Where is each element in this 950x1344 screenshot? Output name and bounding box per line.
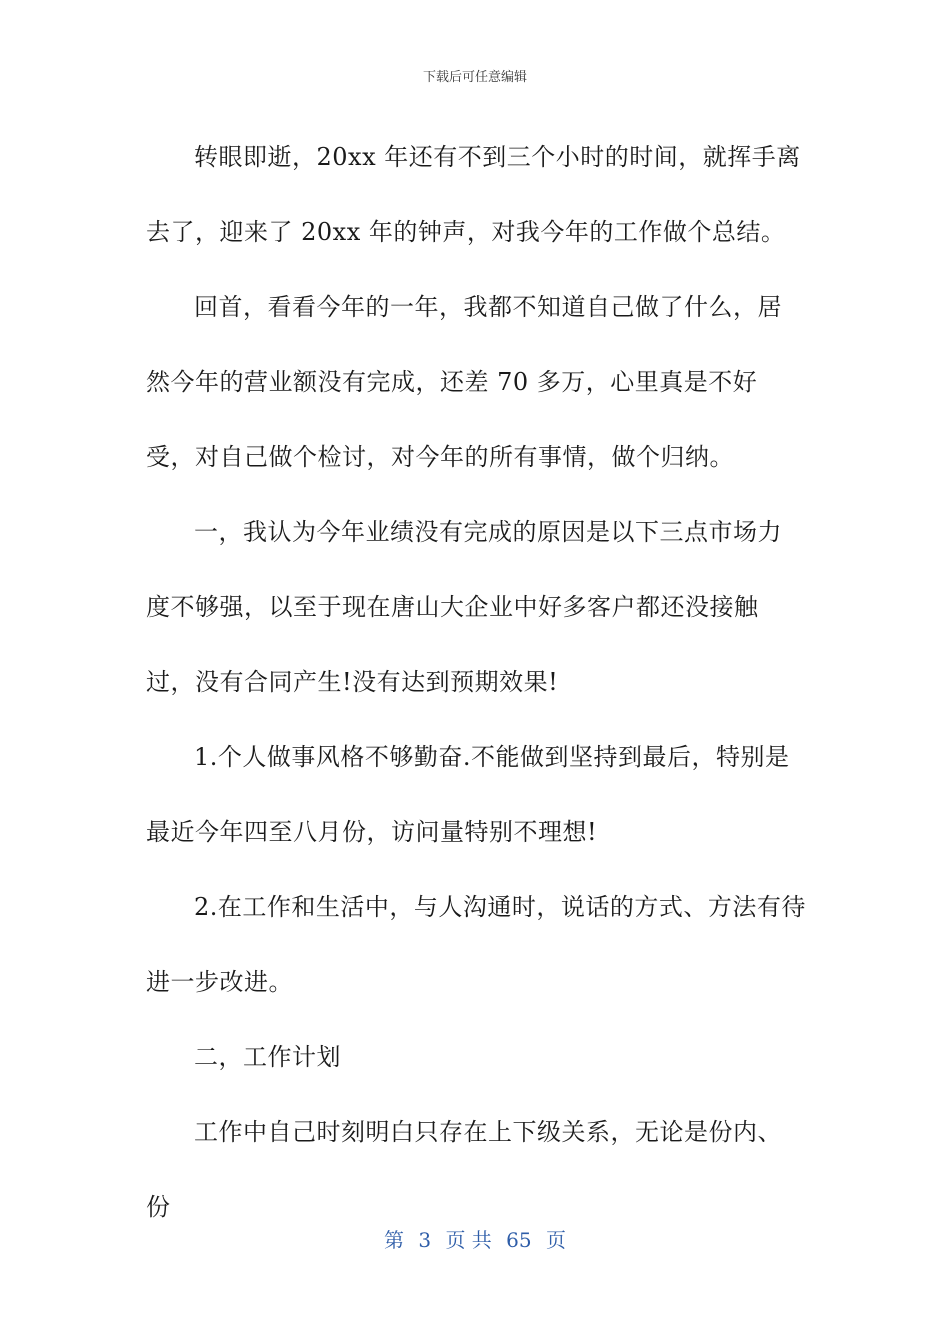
footer-total-pages: 65 [506, 1228, 532, 1252]
paragraph-7: 工作中自己时刻明白只存在上下级关系，无论是份内、份 [146, 1118, 782, 1221]
footer-label-of: 页 共 [445, 1228, 492, 1252]
footer-label-page: 第 [384, 1228, 404, 1252]
page-header: 下载后可任意编辑 [422, 70, 527, 85]
paragraph-2: 回首，看看今年的一年，我都不知道自己做了什么，居然今年的营业额没有完成，还差 70 多万，心里真是不好受，对自己做个检讨，对今年的所有事情，做个归纳。 [146, 293, 782, 471]
footer-label-pages: 页 [545, 1228, 566, 1252]
footer-current-page: 3 [418, 1228, 432, 1252]
section-heading-work-plan: 二，工作计划 [194, 1043, 341, 1071]
paragraph-4: 1.个人做事风格不够勤奋.不能做到坚持到最后，特别是最近今年四至八月份，访问量特别不理想! [146, 743, 790, 846]
paragraph-3: 一，我认为今年业绩没有完成的原因是以下三点市场力度不够强，以至于现在唐山大企业中好多客户都还没接触过，没有合同产生!没有达到预期效果! [146, 518, 782, 696]
paragraph-1: 转眼即逝，20xx 年还有不到三个小时的时间，就挥手离去了，迎来了 20xx 年的钟声，对我今年的工作做个总结。 [146, 143, 801, 246]
paragraph-5: 2.在工作和生活中，与人沟通时，说话的方式、方法有待进一步改进。 [146, 893, 806, 996]
document-body [146, 120, 806, 1245]
page-footer [0, 1224, 950, 1253]
